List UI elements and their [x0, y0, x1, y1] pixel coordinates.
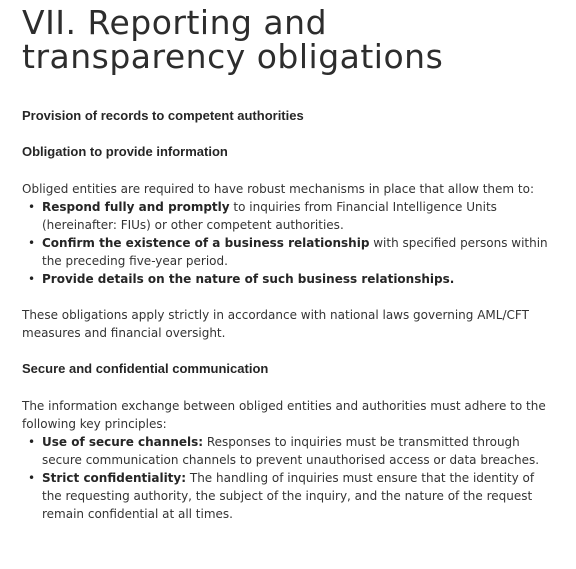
bullet-icon: •	[28, 435, 36, 449]
bullet-strong-text: Respond fully and promptly	[42, 200, 230, 214]
bullet-strong-text: Strict confidentiality:	[42, 471, 187, 485]
info-intro-paragraph: Obliged entities are required to have robust mechanisms in place that allow them to:	[22, 182, 535, 196]
bullet-text: to inquiries from Financial Intelligence Units (hereinafter: FIUs) or other competent authorities.	[42, 200, 497, 232]
bullet-text: The handling of inquiries must ensure that the identity of the requesting authority, the subject of the inquiry, and the nature of the request remain confidential at all times.	[42, 471, 535, 521]
info-heading: Obligation to provide information	[22, 144, 228, 159]
page-title-line-2: transparency obligations	[22, 37, 444, 76]
bullet-icon: •	[28, 272, 36, 286]
bullet-strong-text: Confirm the existence of a business relationship	[42, 236, 370, 250]
bullet-text: with specified persons within the preceding five-year period.	[42, 236, 548, 268]
page-title-line-1: VII. Reporting and	[22, 3, 328, 42]
bullet-strong-text: Use of secure channels:	[42, 435, 204, 449]
secure-bullet-list	[22, 433, 554, 523]
document-page	[22, 0, 554, 523]
bullet-icon: •	[28, 236, 36, 250]
list-item	[22, 234, 554, 270]
info-note-paragraph: These obligations apply strictly in accordance with national laws governing AML/CFT measures and financial oversight.	[22, 308, 529, 340]
records-heading: Provision of records to competent authorities	[22, 108, 304, 123]
info-bullet-list	[22, 198, 554, 288]
list-item	[22, 469, 554, 523]
bullet-icon: •	[28, 200, 36, 214]
list-item	[22, 270, 554, 288]
bullet-text: Responses to inquiries must be transmitted through secure communication channels to prevent unauthorised access or data breaches.	[42, 435, 540, 467]
secure-intro-paragraph: The information exchange between obliged entities and authorities must adhere to the following key principles:	[22, 399, 546, 431]
bullet-strong-text: Provide details on the nature of such business relationships.	[42, 272, 455, 286]
list-item	[22, 198, 554, 234]
secure-heading: Secure and confidential communication	[22, 361, 269, 376]
page-title	[22, 0, 554, 74]
list-item	[22, 433, 554, 469]
bullet-icon: •	[28, 471, 36, 485]
